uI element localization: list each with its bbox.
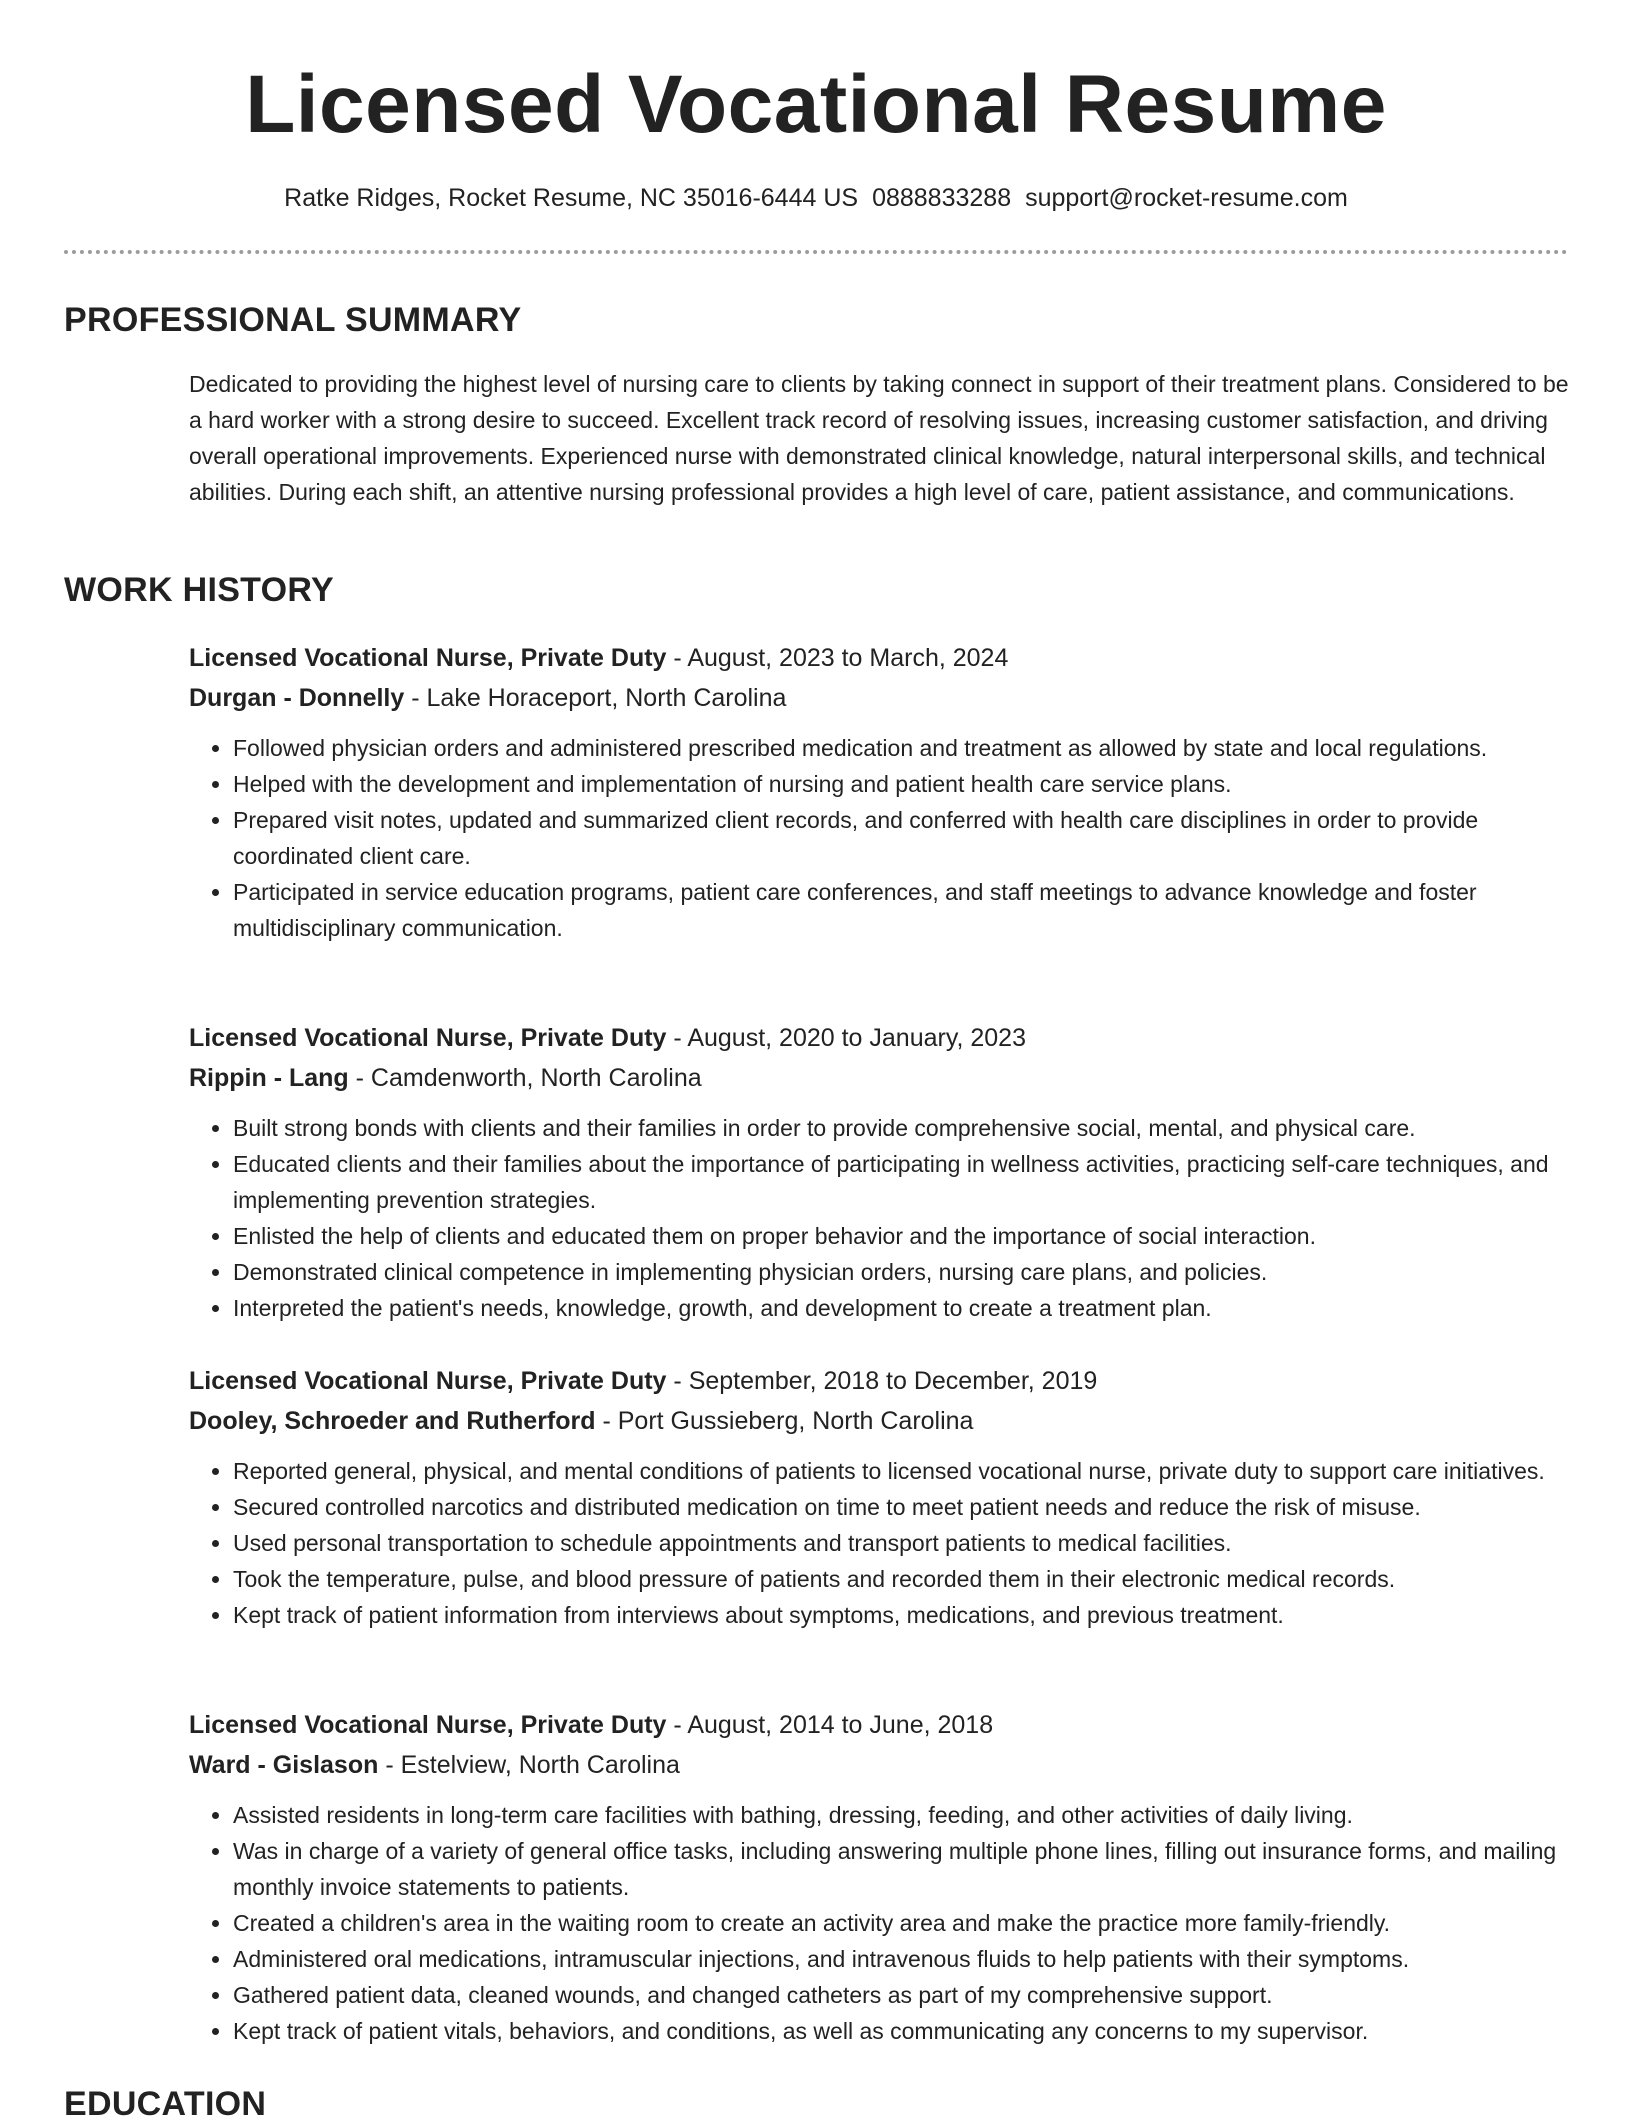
- contact-phone: 0888833288: [872, 184, 1012, 212]
- job-title: Licensed Vocational Nurse, Private Duty: [189, 644, 667, 672]
- separator: -: [348, 1064, 371, 1092]
- job-bullet: • Prepared visit notes, updated and summarized client records, and conferred with health care disciplines in order to provide coordinated client care.: [233, 802, 1569, 874]
- job-location: Port Gussieberg, North Carolina: [617, 1407, 974, 1435]
- job-entry: [189, 1018, 1569, 1326]
- job-bullets: [189, 730, 1569, 946]
- job-title-line: [189, 1361, 1569, 1401]
- job-bullet: • Interpreted the patient's needs, knowledge, growth, and development to create a treatment plan.: [233, 1290, 1569, 1326]
- job-bullet: • Kept track of patient vitals, behaviors, and conditions, as well as communicating any concerns to my supervisor.: [233, 2013, 1569, 2049]
- job-bullet: • Participated in service education programs, patient care conferences, and staff meetings to advance knowledge and foster multidisciplinary communication.: [233, 874, 1569, 946]
- separator: -: [595, 1407, 618, 1435]
- job-bullet: • Enlisted the help of clients and educated them on proper behavior and the importance of social interaction.: [233, 1218, 1569, 1254]
- job-title: Licensed Vocational Nurse, Private Duty: [189, 1711, 667, 1739]
- job-company: Rippin - Lang: [189, 1064, 349, 1092]
- separator: -: [666, 644, 688, 672]
- contact-email: support@rocket-resume.com: [1025, 184, 1348, 212]
- job-company: Dooley, Schroeder and Rutherford: [189, 1407, 596, 1435]
- job-company-line: [189, 678, 1569, 718]
- job-location: Camdenworth, North Carolina: [370, 1064, 702, 1092]
- job-location: Lake Horaceport, North Carolina: [426, 684, 787, 712]
- job-company-line: [189, 1058, 1569, 1098]
- job-bullet: • Was in charge of a variety of general office tasks, including answering multiple phone lines, filling out insurance forms, and mailing monthly invoice statements to patients.: [233, 1833, 1569, 1905]
- header-divider: [64, 250, 1568, 254]
- job-bullet: • Used personal transportation to schedule appointments and transport patients to medical facilities.: [233, 1525, 1569, 1561]
- job-bullet: • Kept track of patient information from interviews about symptoms, medications, and previous treatment.: [233, 1597, 1569, 1633]
- contact-line: [0, 180, 1632, 216]
- job-bullet: • Reported general, physical, and mental conditions of patients to licensed vocational nurse, private duty to support care initiatives.: [233, 1453, 1569, 1489]
- job-title: Licensed Vocational Nurse, Private Duty: [189, 1024, 667, 1052]
- job-bullet: • Built strong bonds with clients and their families in order to provide comprehensive social, mental, and physical care.: [233, 1110, 1569, 1146]
- job-dates: September, 2018 to December, 2019: [688, 1367, 1098, 1395]
- summary-text: Dedicated to providing the highest level of nursing care to clients by taking connect in support of their treatment plans. Considered to be a hard worker with a strong desire to succeed. Excellent track record of resolving issues, increasing customer satisfaction, and driving overall operational improvements. Experienced nurse with demonstrated clinical knowledge, natural interpersonal skills, and technical abilities. During each shift, an attentive nursing professional provides a high level of care, patient assistance, and communications.: [189, 371, 1569, 505]
- job-dates: August, 2023 to March, 2024: [687, 644, 1009, 672]
- separator: -: [666, 1024, 688, 1052]
- job-bullet: • Demonstrated clinical competence in implementing physician orders, nursing care plans, and policies.: [233, 1254, 1569, 1290]
- job-company-line: [189, 1401, 1569, 1441]
- job-dates: August, 2020 to January, 2023: [687, 1024, 1026, 1052]
- summary-heading: PROFESSIONAL SUMMARY: [64, 301, 522, 339]
- job-title: Licensed Vocational Nurse, Private Duty: [189, 1367, 667, 1395]
- job-bullet: • Created a children's area in the waiting room to create an activity area and make the practice more family-friendly.: [233, 1905, 1569, 1941]
- job-bullets: [189, 1110, 1569, 1326]
- job-bullet: • Secured controlled narcotics and distributed medication on time to meet patient needs and reduce the risk of misuse.: [233, 1489, 1569, 1525]
- job-entry: [189, 638, 1569, 946]
- job-bullet: • Assisted residents in long-term care facilities with bathing, dressing, feeding, and other activities of daily living.: [233, 1797, 1569, 1833]
- job-title-line: [189, 1018, 1569, 1058]
- job-bullets: [189, 1797, 1569, 2049]
- job-location: Estelview, North Carolina: [400, 1751, 680, 1779]
- separator: -: [378, 1751, 401, 1779]
- job-bullet: • Took the temperature, pulse, and blood pressure of patients and recorded them in their electronic medical records.: [233, 1561, 1569, 1597]
- job-entry: [189, 1705, 1569, 2049]
- job-title-line: [189, 1705, 1569, 1745]
- job-bullet: • Followed physician orders and administered prescribed medication and treatment as allowed by state and local regulations.: [233, 730, 1569, 766]
- job-bullet: • Helped with the development and implementation of nursing and patient health care service plans.: [233, 766, 1569, 802]
- job-entry: [189, 1361, 1569, 1633]
- job-bullet: • Educated clients and their families about the importance of participating in wellness activities, practicing self-care techniques, and implementing prevention strategies.: [233, 1146, 1569, 1218]
- work-history-heading: WORK HISTORY: [64, 571, 334, 609]
- job-bullet: • Gathered patient data, cleaned wounds, and changed catheters as part of my comprehensive support.: [233, 1977, 1569, 2013]
- job-title-line: [189, 638, 1569, 678]
- job-company: Ward - Gislason: [189, 1751, 379, 1779]
- resume-title: Licensed Vocational Resume: [245, 59, 1387, 150]
- job-bullet: • Administered oral medications, intramuscular injections, and intravenous fluids to help patients with their symptoms.: [233, 1941, 1569, 1977]
- job-dates: August, 2014 to June, 2018: [687, 1711, 994, 1739]
- job-company-line: [189, 1745, 1569, 1785]
- education-heading: EDUCATION: [64, 2085, 267, 2123]
- job-company: Durgan - Donnelly: [189, 684, 405, 712]
- separator: -: [666, 1367, 689, 1395]
- separator: -: [404, 684, 427, 712]
- separator: -: [666, 1711, 688, 1739]
- contact-address: Ratke Ridges, Rocket Resume, NC 35016-6444 US: [284, 184, 859, 212]
- job-bullets: [189, 1453, 1569, 1633]
